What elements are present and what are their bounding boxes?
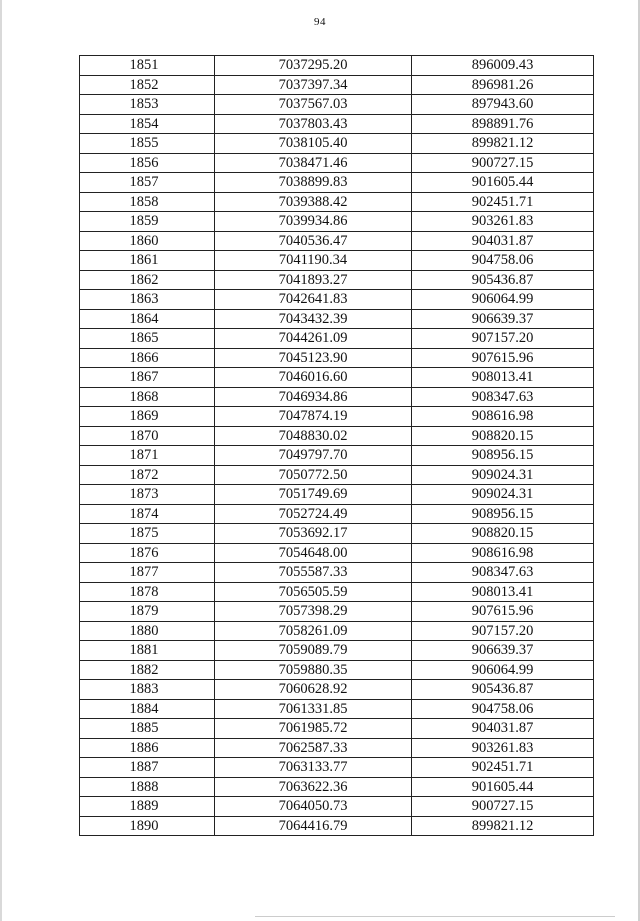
point-number-cell: 1876 (80, 543, 215, 563)
x-coordinate-cell: 7038899.83 (215, 173, 412, 193)
y-coordinate-cell: 900727.15 (412, 797, 594, 817)
point-number-cell: 1880 (80, 621, 215, 641)
table-row (80, 75, 594, 95)
table-row (80, 309, 594, 329)
y-coordinate-cell: 896981.26 (412, 75, 594, 95)
table-row (80, 348, 594, 368)
point-number-cell: 1857 (80, 173, 215, 193)
x-coordinate-cell: 7037803.43 (215, 114, 412, 134)
point-number-cell: 1884 (80, 699, 215, 719)
x-coordinate-cell: 7059089.79 (215, 641, 412, 661)
x-coordinate-cell: 7059880.35 (215, 660, 412, 680)
x-coordinate-cell: 7048830.02 (215, 426, 412, 446)
y-coordinate-cell: 907615.96 (412, 602, 594, 622)
table-row (80, 446, 594, 466)
x-coordinate-cell: 7037567.03 (215, 95, 412, 115)
x-coordinate-cell: 7046934.86 (215, 387, 412, 407)
page-bottom-rule (255, 916, 615, 917)
x-coordinate-cell: 7043432.39 (215, 309, 412, 329)
table-row (80, 114, 594, 134)
point-number-cell: 1890 (80, 816, 215, 836)
y-coordinate-cell: 907157.20 (412, 621, 594, 641)
x-coordinate-cell: 7063133.77 (215, 758, 412, 778)
x-coordinate-cell: 7051749.69 (215, 485, 412, 505)
point-number-cell: 1881 (80, 641, 215, 661)
y-coordinate-cell: 908956.15 (412, 504, 594, 524)
point-number-cell: 1873 (80, 485, 215, 505)
table-row (80, 192, 594, 212)
table-row (80, 797, 594, 817)
y-coordinate-cell: 908616.98 (412, 407, 594, 427)
y-coordinate-cell: 908956.15 (412, 446, 594, 466)
y-coordinate-cell: 903261.83 (412, 738, 594, 758)
point-number-cell: 1865 (80, 329, 215, 349)
table-row (80, 524, 594, 544)
point-number-cell: 1851 (80, 56, 215, 76)
page-edge-left (0, 0, 2, 921)
table-row (80, 153, 594, 173)
x-coordinate-cell: 7044261.09 (215, 329, 412, 349)
table-row (80, 231, 594, 251)
point-number-cell: 1863 (80, 290, 215, 310)
x-coordinate-cell: 7039934.86 (215, 212, 412, 232)
coordinates-table-body (80, 56, 594, 836)
y-coordinate-cell: 905436.87 (412, 270, 594, 290)
table-row (80, 270, 594, 290)
table-row (80, 251, 594, 271)
table-row (80, 426, 594, 446)
y-coordinate-cell: 899821.12 (412, 134, 594, 154)
point-number-cell: 1885 (80, 719, 215, 739)
point-number-cell: 1860 (80, 231, 215, 251)
point-number-cell: 1886 (80, 738, 215, 758)
x-coordinate-cell: 7060628.92 (215, 680, 412, 700)
y-coordinate-cell: 906064.99 (412, 660, 594, 680)
point-number-cell: 1872 (80, 465, 215, 485)
x-coordinate-cell: 7038105.40 (215, 134, 412, 154)
y-coordinate-cell: 908820.15 (412, 524, 594, 544)
y-coordinate-cell: 909024.31 (412, 485, 594, 505)
point-number-cell: 1883 (80, 680, 215, 700)
point-number-cell: 1870 (80, 426, 215, 446)
point-number-cell: 1887 (80, 758, 215, 778)
x-coordinate-cell: 7052724.49 (215, 504, 412, 524)
x-coordinate-cell: 7064416.79 (215, 816, 412, 836)
x-coordinate-cell: 7054648.00 (215, 543, 412, 563)
y-coordinate-cell: 908616.98 (412, 543, 594, 563)
table-row (80, 660, 594, 680)
y-coordinate-cell: 908347.63 (412, 563, 594, 583)
x-coordinate-cell: 7039388.42 (215, 192, 412, 212)
point-number-cell: 1852 (80, 75, 215, 95)
table-row (80, 504, 594, 524)
table-row (80, 621, 594, 641)
y-coordinate-cell: 904758.06 (412, 699, 594, 719)
x-coordinate-cell: 7041190.34 (215, 251, 412, 271)
x-coordinate-cell: 7042641.83 (215, 290, 412, 310)
y-coordinate-cell: 904031.87 (412, 719, 594, 739)
point-number-cell: 1882 (80, 660, 215, 680)
point-number-cell: 1862 (80, 270, 215, 290)
point-number-cell: 1877 (80, 563, 215, 583)
table-row (80, 699, 594, 719)
point-number-cell: 1879 (80, 602, 215, 622)
y-coordinate-cell: 900727.15 (412, 153, 594, 173)
x-coordinate-cell: 7058261.09 (215, 621, 412, 641)
point-number-cell: 1864 (80, 309, 215, 329)
table-row (80, 816, 594, 836)
x-coordinate-cell: 7063622.36 (215, 777, 412, 797)
y-coordinate-cell: 906639.37 (412, 309, 594, 329)
y-coordinate-cell: 903261.83 (412, 212, 594, 232)
y-coordinate-cell: 901605.44 (412, 777, 594, 797)
table-row (80, 777, 594, 797)
table-row (80, 719, 594, 739)
y-coordinate-cell: 905436.87 (412, 680, 594, 700)
coordinates-table-container (79, 55, 593, 836)
table-row (80, 543, 594, 563)
x-coordinate-cell: 7047874.19 (215, 407, 412, 427)
table-row (80, 602, 594, 622)
y-coordinate-cell: 906639.37 (412, 641, 594, 661)
y-coordinate-cell: 904031.87 (412, 231, 594, 251)
y-coordinate-cell: 901605.44 (412, 173, 594, 193)
y-coordinate-cell: 902451.71 (412, 758, 594, 778)
point-number-cell: 1888 (80, 777, 215, 797)
table-row (80, 680, 594, 700)
point-number-cell: 1869 (80, 407, 215, 427)
point-number-cell: 1861 (80, 251, 215, 271)
table-row (80, 738, 594, 758)
y-coordinate-cell: 907615.96 (412, 348, 594, 368)
x-coordinate-cell: 7049797.70 (215, 446, 412, 466)
point-number-cell: 1878 (80, 582, 215, 602)
point-number-cell: 1868 (80, 387, 215, 407)
point-number-cell: 1889 (80, 797, 215, 817)
table-row (80, 641, 594, 661)
x-coordinate-cell: 7057398.29 (215, 602, 412, 622)
table-row (80, 173, 594, 193)
y-coordinate-cell: 906064.99 (412, 290, 594, 310)
y-coordinate-cell: 908013.41 (412, 582, 594, 602)
y-coordinate-cell: 904758.06 (412, 251, 594, 271)
x-coordinate-cell: 7055587.33 (215, 563, 412, 583)
table-row (80, 485, 594, 505)
y-coordinate-cell: 908820.15 (412, 426, 594, 446)
x-coordinate-cell: 7045123.90 (215, 348, 412, 368)
x-coordinate-cell: 7050772.50 (215, 465, 412, 485)
point-number-cell: 1854 (80, 114, 215, 134)
y-coordinate-cell: 908347.63 (412, 387, 594, 407)
table-row (80, 290, 594, 310)
table-row (80, 563, 594, 583)
point-number-cell: 1856 (80, 153, 215, 173)
table-row (80, 329, 594, 349)
x-coordinate-cell: 7040536.47 (215, 231, 412, 251)
x-coordinate-cell: 7056505.59 (215, 582, 412, 602)
table-row (80, 134, 594, 154)
table-row (80, 212, 594, 232)
point-number-cell: 1866 (80, 348, 215, 368)
table-row (80, 465, 594, 485)
table-row (80, 758, 594, 778)
point-number-cell: 1867 (80, 368, 215, 388)
point-number-cell: 1853 (80, 95, 215, 115)
y-coordinate-cell: 897943.60 (412, 95, 594, 115)
table-row (80, 368, 594, 388)
x-coordinate-cell: 7064050.73 (215, 797, 412, 817)
x-coordinate-cell: 7037295.20 (215, 56, 412, 76)
x-coordinate-cell: 7046016.60 (215, 368, 412, 388)
x-coordinate-cell: 7041893.27 (215, 270, 412, 290)
x-coordinate-cell: 7061331.85 (215, 699, 412, 719)
y-coordinate-cell: 902451.71 (412, 192, 594, 212)
table-row (80, 407, 594, 427)
point-number-cell: 1859 (80, 212, 215, 232)
table-row (80, 56, 594, 76)
point-number-cell: 1874 (80, 504, 215, 524)
table-row (80, 387, 594, 407)
x-coordinate-cell: 7037397.34 (215, 75, 412, 95)
coordinates-table (79, 55, 594, 836)
x-coordinate-cell: 7061985.72 (215, 719, 412, 739)
y-coordinate-cell: 896009.43 (412, 56, 594, 76)
point-number-cell: 1858 (80, 192, 215, 212)
y-coordinate-cell: 907157.20 (412, 329, 594, 349)
page-number: 94 (314, 16, 326, 28)
x-coordinate-cell: 7062587.33 (215, 738, 412, 758)
point-number-cell: 1875 (80, 524, 215, 544)
table-row (80, 95, 594, 115)
y-coordinate-cell: 899821.12 (412, 816, 594, 836)
y-coordinate-cell: 908013.41 (412, 368, 594, 388)
x-coordinate-cell: 7053692.17 (215, 524, 412, 544)
point-number-cell: 1871 (80, 446, 215, 466)
table-row (80, 582, 594, 602)
y-coordinate-cell: 909024.31 (412, 465, 594, 485)
y-coordinate-cell: 898891.76 (412, 114, 594, 134)
point-number-cell: 1855 (80, 134, 215, 154)
x-coordinate-cell: 7038471.46 (215, 153, 412, 173)
